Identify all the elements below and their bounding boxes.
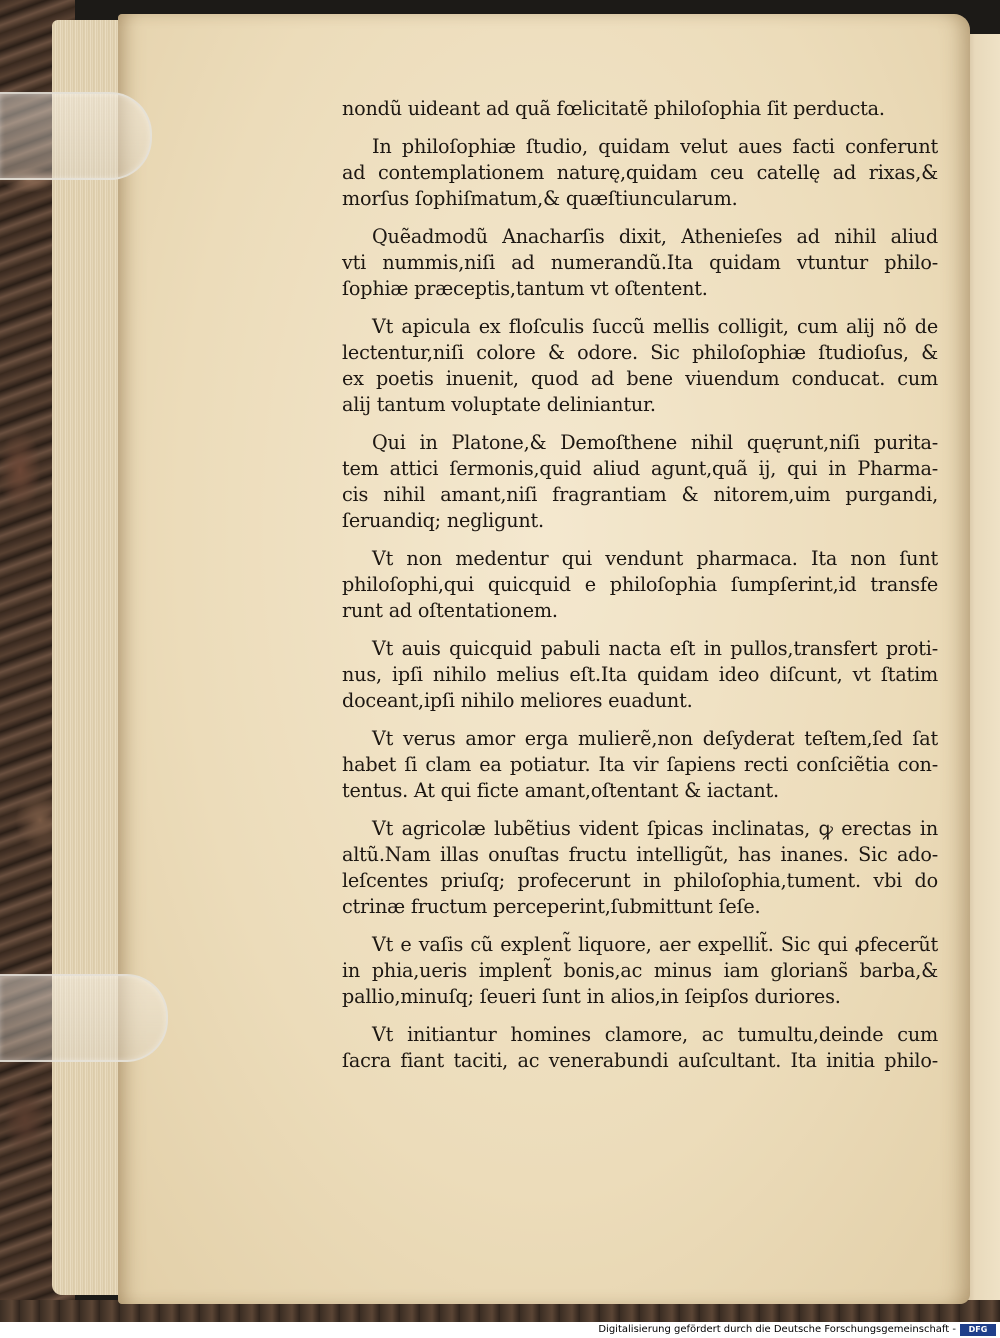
text-line: tentus. At qui ficte amant,oſtentant & iactant. — [342, 779, 779, 802]
paragraph — [342, 1022, 938, 1074]
text-line: Vt initiantur homines clamore, ac tumultu,deinde cum — [372, 1023, 938, 1046]
funding-credit: Digitalisierung gefördert durch die Deutsche Forschungsgemeinschaft - — [598, 1324, 956, 1335]
text-line: habet ſi clam ea potiatur. Ita vir ſapiens recti conſciẽtia con- — [342, 753, 938, 776]
text-line: ſophiæ præceptis,tantum vt oſtentent. — [342, 277, 708, 300]
text-line: in phia,ueris implent̃ bonis,ac minus iam glorians̃ barba,& — [342, 959, 938, 982]
text-line: Quẽadmodũ Anacharſis dixit, Athenieſes ad nihil aliud — [372, 225, 938, 248]
text-line: leſcentes priuſq; profecerunt in philoſophia,tument. vbi do — [342, 869, 938, 892]
paragraph — [342, 96, 938, 122]
paragraph — [342, 224, 938, 302]
text-line: Vt auis quicquid pabuli nacta eſt in pullos,transfert proti- — [372, 637, 938, 660]
page-clip-bottom — [0, 974, 168, 1062]
text-line: ctrinæ fructum perceperint,ſubmittunt ſeſe. — [342, 895, 761, 918]
text-line: Vt apicula ex floſculis ſuccũ mellis colligit, cum alij nõ de — [372, 315, 938, 338]
text-line: cis nihil amant,niſi fragrantiam & nitorem,uim purgandi, — [342, 483, 938, 506]
text-line: Qui in Platone,& Demoſthene nihil quęrunt,niſi purita- — [372, 431, 938, 454]
text-line: ſeruandiq; negligunt. — [342, 509, 544, 532]
text-line: ad contemplationem naturę,quidam ceu catellę ad rixas,& — [342, 161, 938, 184]
text-line: alij tantum voluptate deliniantur. — [342, 393, 656, 416]
dfg-logo: DFG — [960, 1324, 996, 1336]
paragraph — [342, 430, 938, 534]
paragraph — [342, 636, 938, 714]
text-line: Vt agricolæ lubẽtius vident ſpicas inclinatas, ꝙ erectas in — [372, 817, 938, 840]
text-line: tem attici ſermonis,quid aliud agunt,quã ij, qui in Pharma- — [342, 457, 938, 480]
text-line: morſus ſophiſmatum,& quæſtiuncularum. — [342, 187, 738, 210]
paragraph — [342, 816, 938, 920]
text-line: altũ.Nam illas onuſtas fructu intelligũt, has inanes. Sic ado- — [342, 843, 938, 866]
text-line: ſacra fiant taciti, ac venerabundi auſcultant. Ita initia philo- — [342, 1049, 938, 1072]
paragraph — [342, 134, 938, 212]
text-line: ex poetis inuenit, quod ad bene viuendum conducat. cum — [342, 367, 938, 390]
page-text — [342, 96, 938, 1074]
text-line: vti nummis,niſi ad numerandũ.Ita quidam vtuntur philo- — [342, 251, 938, 274]
paragraph — [342, 546, 938, 624]
text-line: pallio,minuſq; ſeueri ſunt in alios,in ſeipſos duriores. — [342, 985, 841, 1008]
text-line: doceant,ipſi nihilo meliores euadunt. — [342, 689, 693, 712]
paragraph — [342, 726, 938, 804]
page-clip-top — [0, 92, 152, 180]
text-line: In philoſophiæ ſtudio, quidam velut aues facti conferunt — [372, 135, 938, 158]
text-line: philoſophi,qui quicquid e philoſophia ſumpſerint,id transfe — [342, 573, 938, 596]
digitization-footer — [0, 1322, 1000, 1338]
paragraph — [342, 932, 938, 1010]
text-line: Vt non medentur qui vendunt pharmaca. Ita non ſunt — [372, 547, 938, 570]
text-line: nus, ipſi nihilo melius eſt.Ita quidam ideo diſcunt, vt ſtatim — [342, 663, 938, 686]
text-line: nondũ uideant ad quã fœlicitatẽ philoſophia ſit perducta. — [342, 97, 885, 120]
text-line: Vt e vaſis cũ explent̃ liquore, aer expellit̃. Sic qui ꝓfecerũt — [372, 933, 938, 956]
text-line: Vt verus amor erga mulierẽ,non deſyderat teſtem,ſed ſat — [372, 727, 938, 750]
paragraph — [342, 314, 938, 418]
text-line: runt ad oſtentationem. — [342, 599, 558, 622]
text-line: lectentur,niſi colore & odore. Sic philoſophiæ ſtudioſus, & — [342, 341, 938, 364]
